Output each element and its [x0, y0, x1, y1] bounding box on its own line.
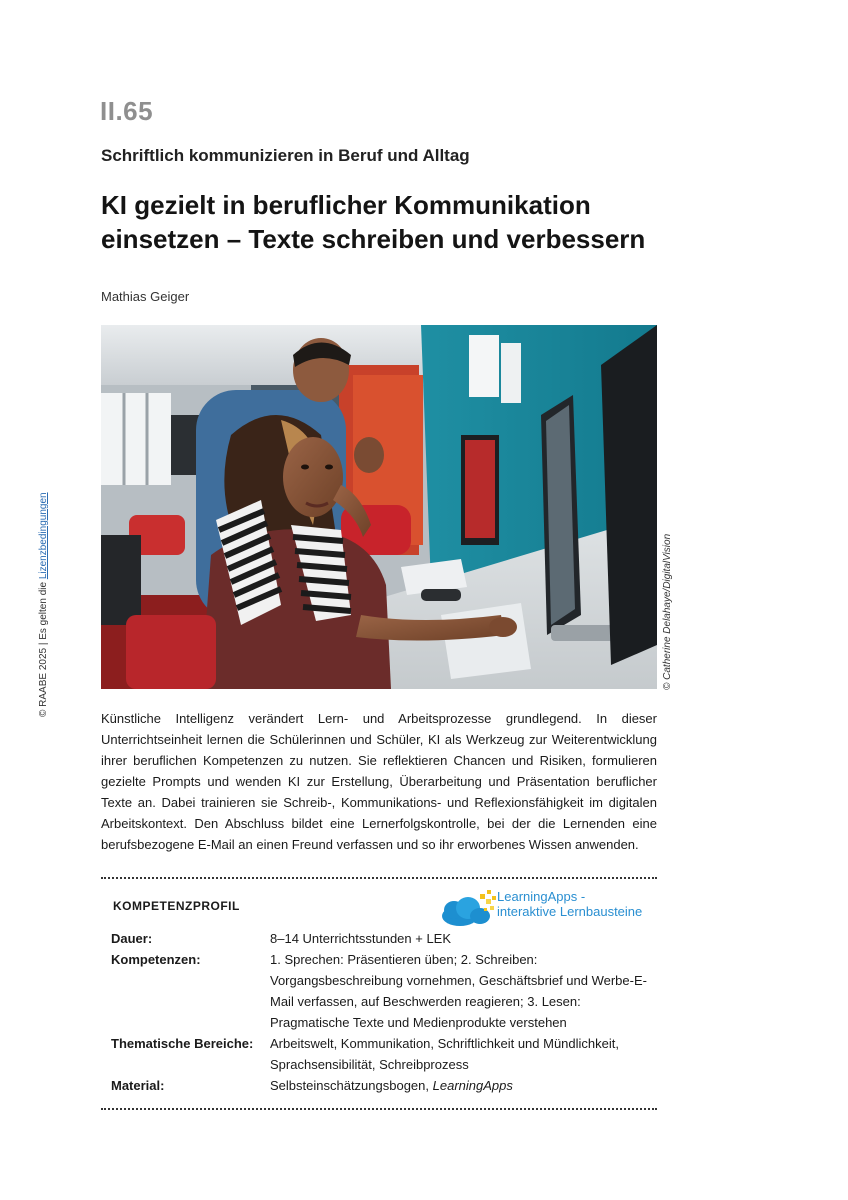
- learningapps-logo-line-1: LearningApps -: [497, 889, 586, 904]
- profile-label: Kompetenzen:: [111, 952, 201, 967]
- author-name: Mathias Geiger: [101, 289, 190, 304]
- intro-text: Künstliche Intelligenz verändert Lern- und Arbeitsprozesse grundlegend. In dieser Unterrichtseinheit lernen die Schülerinnen und Schüler, KI als Werkzeug zur Weiterentwicklung ihrer beruflichen Kompetenzen zu nutzen. Sie reflektieren Chancen und Risiken, formulieren gezielte Prompts und wenden KI zur Erstellung, Überarbeitung und Präsentation beruflicher Texte an. Dabei trainieren sie Schreib-, Kommunikations- und Reflexionsfähigkeit im digitalen Arbeitskontext. Den Abschluss bildet eine Lernerfolgskontrolle, bei der die Lernenden eine berufsbezogene E-Mail an einen Freund verfassen und so ihr erworbenes Wissen anwenden.: [101, 711, 657, 852]
- document-title-line-1: KI gezielt in beruflicher Kommunikation: [101, 190, 591, 220]
- material-text: Selbsteinschätzungsbogen,: [270, 1078, 433, 1093]
- section-number: II.65: [100, 96, 154, 126]
- cloud-icon: [440, 886, 500, 930]
- competence-profile-table: [111, 928, 657, 1096]
- document-title: [101, 188, 661, 256]
- profile-value: 8–14 Unterrichtsstunden + LEK: [270, 931, 452, 946]
- learningapps-logo-text: [497, 889, 642, 919]
- license-link[interactable]: Lizenzbedingungen: [38, 492, 49, 580]
- profile-label: Dauer:: [111, 931, 153, 946]
- divider-top: [101, 877, 657, 879]
- profile-value: Arbeitswelt, Kommunikation, Schriftlichkeit und Mündlichkeit, Sprachsensibilität, Schreibprozess: [270, 1036, 619, 1072]
- profile-value: 1. Sprechen: Präsentieren üben; 2. Schreiben: Vorgangsbeschreibung vornehmen, Geschäftsbrief und Werbe-E-Mail verfassen, auf Beschwerden reagieren; 3. Lesen: Pragmatische Texte und Medienprodukte verstehen: [270, 952, 647, 1030]
- document-title-line-2: einsetzen – Texte schreiben und verbessern: [101, 224, 646, 254]
- series-title: Schriftlich kommunizieren in Beruf und Alltag: [101, 146, 470, 165]
- profile-row-competences: [111, 949, 657, 1033]
- photo-credit: © Catherine Delahaye/DigitalVision: [662, 533, 673, 690]
- profile-row-duration: [111, 928, 657, 949]
- copyright-text: © RAABE 2025 | Es gelten die: [38, 579, 49, 717]
- profile-row-material: [111, 1075, 657, 1096]
- divider-bottom: [101, 1108, 657, 1110]
- profile-value: [270, 1075, 657, 1096]
- learningapps-logo-line-2: interaktive Lernbausteine: [497, 904, 643, 919]
- competence-profile-heading: KOMPETENZPROFIL: [113, 899, 240, 913]
- sidebar-copyright: [38, 492, 49, 717]
- material-learningapps: LearningApps: [432, 1078, 513, 1093]
- profile-label: Material:: [111, 1078, 165, 1093]
- profile-label: Thematische Bereiche:: [111, 1036, 254, 1051]
- learningapps-logo[interactable]: [440, 886, 660, 930]
- profile-row-topics: [111, 1033, 657, 1075]
- intro-paragraph: [101, 708, 657, 855]
- classroom-photo: [101, 325, 657, 689]
